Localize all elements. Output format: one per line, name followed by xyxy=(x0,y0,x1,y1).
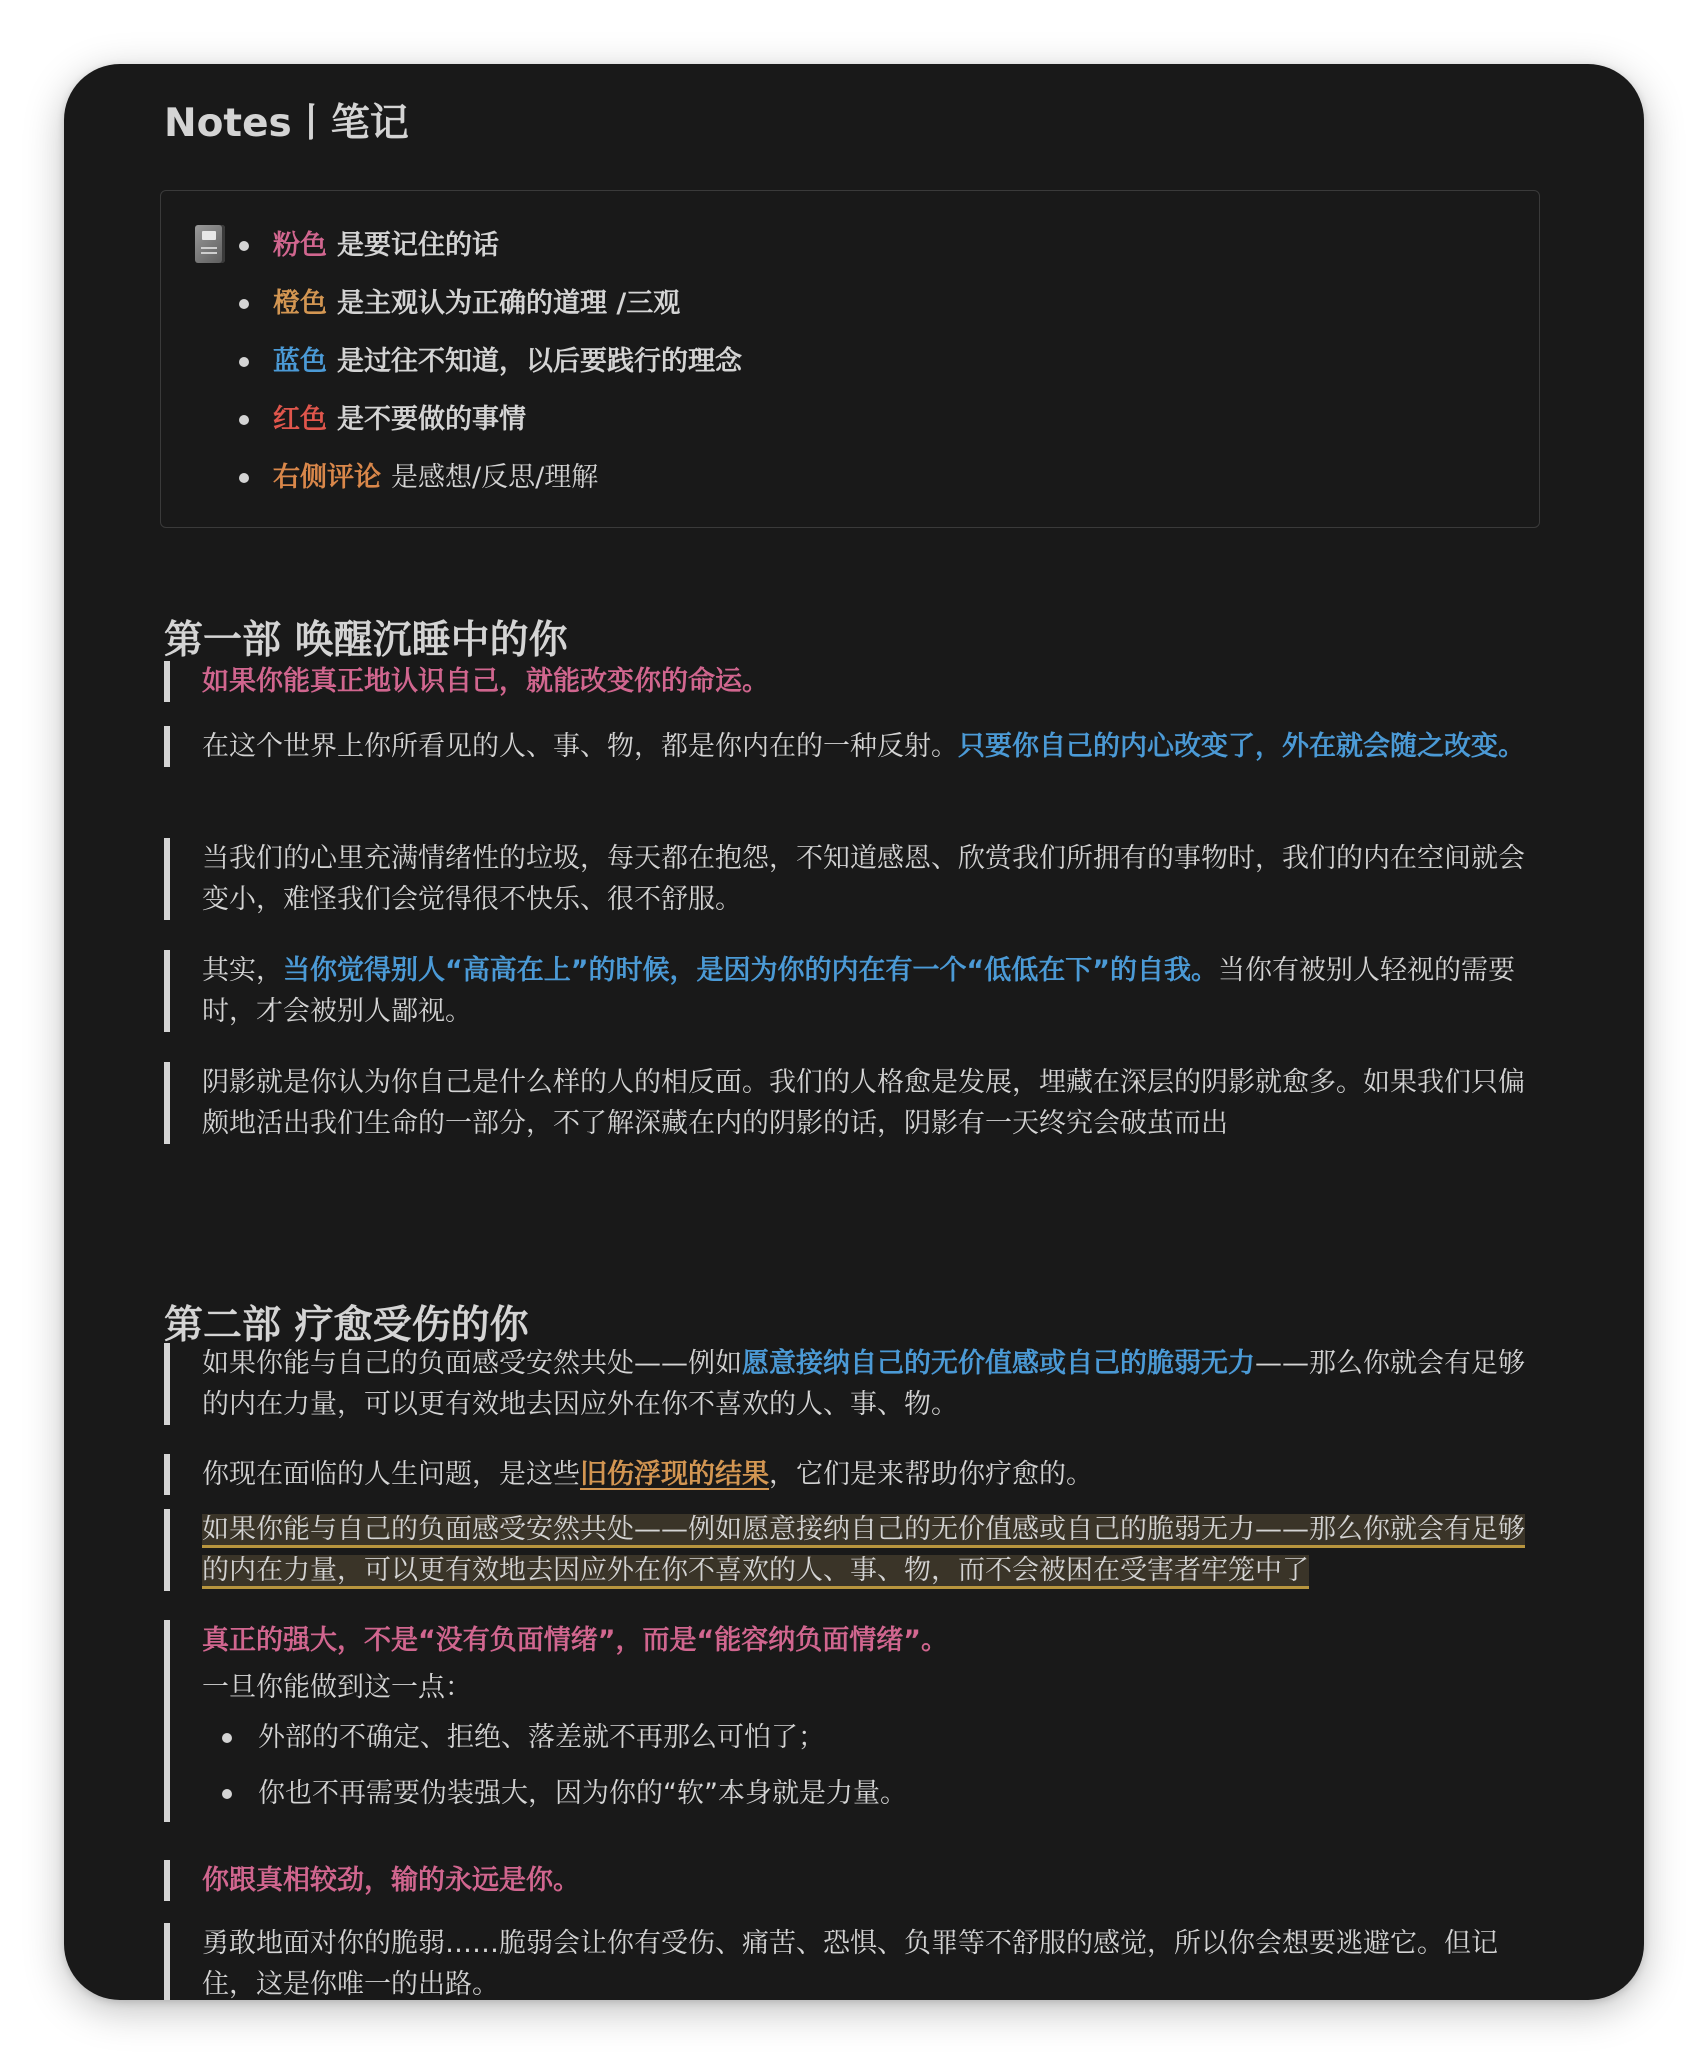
quote-block xyxy=(164,1343,1548,1425)
legend-desc: 是感想/反思/理解 xyxy=(391,462,599,493)
legend-item-pink xyxy=(273,217,742,275)
legend-list xyxy=(273,217,742,507)
quote-text: 一旦你能做到这一点： xyxy=(202,1672,472,1703)
quote-block xyxy=(164,1509,1548,1591)
quote-block xyxy=(164,726,1548,767)
legend-desc: 是主观认为正确的道理 /三观 xyxy=(337,288,681,319)
legend-key: 蓝色 xyxy=(273,346,327,377)
quote-block xyxy=(164,1923,1548,2000)
quote-block xyxy=(164,838,1548,920)
list-item-text: 你也不再需要伪装强大，因为你的“软”本身就是力量。 xyxy=(258,1778,907,1809)
section-heading-1: 第一部 唤醒沉睡中的你 xyxy=(164,618,568,663)
list-item-text: 外部的不确定、拒绝、落差就不再那么可怕了； xyxy=(258,1722,825,1753)
bullet-icon xyxy=(222,1733,232,1743)
quote-text xyxy=(202,950,1548,1032)
highlighted-text[interactable]: 如果你能与自己的负面感受安然共处——例如愿意接纳自己的无价值感或自己的脆弱无力——那么你就会有足够的内在力量，可以更有效地去因应外在你不喜欢的人、事、物，而不会被困在受害者牢笼中了 xyxy=(202,1514,1525,1589)
bullet-icon xyxy=(239,357,249,367)
quote-text: 当我们的心里充满情绪性的垃圾，每天都在抱怨，不知道感恩、欣赏我们所拥有的事物时，我们的内在空间就会变小，难怪我们会觉得很不快乐、很不舒服。 xyxy=(202,843,1525,915)
quote-text xyxy=(202,1454,1548,1495)
legend-item-orange xyxy=(273,275,742,333)
legend-key: 红色 xyxy=(273,404,327,435)
quote-block xyxy=(164,950,1548,1032)
quote-text xyxy=(202,1343,1548,1425)
quote-text-plain: 如果你能与自己的负面感受安然共处——例如 xyxy=(202,1348,742,1379)
quote-text-plain: ，它们是来帮助你疗愈的。 xyxy=(769,1459,1093,1490)
bullet-icon xyxy=(239,415,249,425)
notebook-icon[interactable] xyxy=(195,225,225,263)
quote-text: 阴影就是你认为你自己是什么样的人的相反面。我们的人格愈是发展，埋藏在深层的阴影就愈多。如果我们只偏颇地活出我们生命的一部分，不了解深藏在内的阴影的话，阴影有一天终究会破茧而出 xyxy=(202,1067,1525,1139)
quote-text xyxy=(202,726,1548,767)
quote-block xyxy=(164,1062,1548,1144)
bullet-icon xyxy=(239,473,249,483)
quote-block xyxy=(164,1620,1548,1822)
page-title: Notes丨笔记 xyxy=(164,101,409,146)
quote-text-blue: 愿意接纳自己的无价值感或自己的脆弱无力 xyxy=(742,1348,1255,1379)
quote-block xyxy=(164,1860,1548,1901)
section-heading-2: 第二部 疗愈受伤的你 xyxy=(164,1303,529,1348)
quote-block xyxy=(164,1454,1548,1495)
bullet-icon xyxy=(239,299,249,309)
list-item xyxy=(202,1710,1548,1766)
legend-desc: 是过往不知道，以后要践行的理念 xyxy=(337,346,742,377)
quote-block xyxy=(164,661,1548,702)
quote-text-plain: ——那么你就会有足够的内在力量，可以更有效地去因应外在你不喜欢的人、事、物。 xyxy=(202,1348,1525,1420)
bullet-icon xyxy=(239,241,249,251)
bullet-icon xyxy=(222,1789,232,1799)
quote-text-plain: 其实， xyxy=(202,955,283,986)
quote-text-orange-underlined: 旧伤浮现的结果 xyxy=(580,1459,769,1490)
legend-desc: 是要记住的话 xyxy=(337,230,499,261)
quote-text xyxy=(202,1509,1548,1591)
legend-key: 右侧评论 xyxy=(273,462,381,493)
legend-key: 粉色 xyxy=(273,230,327,261)
legend-key: 橙色 xyxy=(273,288,327,319)
quote-text: 真正的强大，不是“没有负面情绪”，而是“能容纳负面情绪”。 xyxy=(202,1625,948,1656)
quote-text: 如果你能真正地认识自己，就能改变你的命运。 xyxy=(202,666,769,697)
list-item xyxy=(202,1766,1548,1822)
quote-text: 你跟真相较劲，输的永远是你。 xyxy=(202,1865,580,1896)
quote-text-plain: 当你有被别人轻视的需要时，才会被别人鄙视。 xyxy=(202,955,1515,1027)
legend-item-blue xyxy=(273,333,742,391)
legend-callout xyxy=(160,190,1540,528)
quote-text-blue: 只要你自己的内心改变了，外在就会随之改变。 xyxy=(958,731,1525,762)
quote-text-blue: 当你觉得别人“高高在上”的时候，是因为你的内在有一个“低低在下”的自我。 xyxy=(283,955,1218,986)
legend-desc: 是不要做的事情 xyxy=(337,404,526,435)
bullet-list xyxy=(202,1710,1548,1822)
quote-text: 勇敢地面对你的脆弱……脆弱会让你有受伤、痛苦、恐惧、负罪等不舒服的感觉，所以你会想要逃避它。但记住，这是你唯一的出路。 xyxy=(202,1928,1498,2000)
legend-item-comment xyxy=(273,449,742,507)
notes-window xyxy=(64,64,1644,2000)
legend-item-red xyxy=(273,391,742,449)
quote-text-plain: 你现在面临的人生问题，是这些 xyxy=(202,1459,580,1490)
quote-text-plain: 在这个世界上你所看见的人、事、物，都是你内在的一种反射。 xyxy=(202,731,958,762)
